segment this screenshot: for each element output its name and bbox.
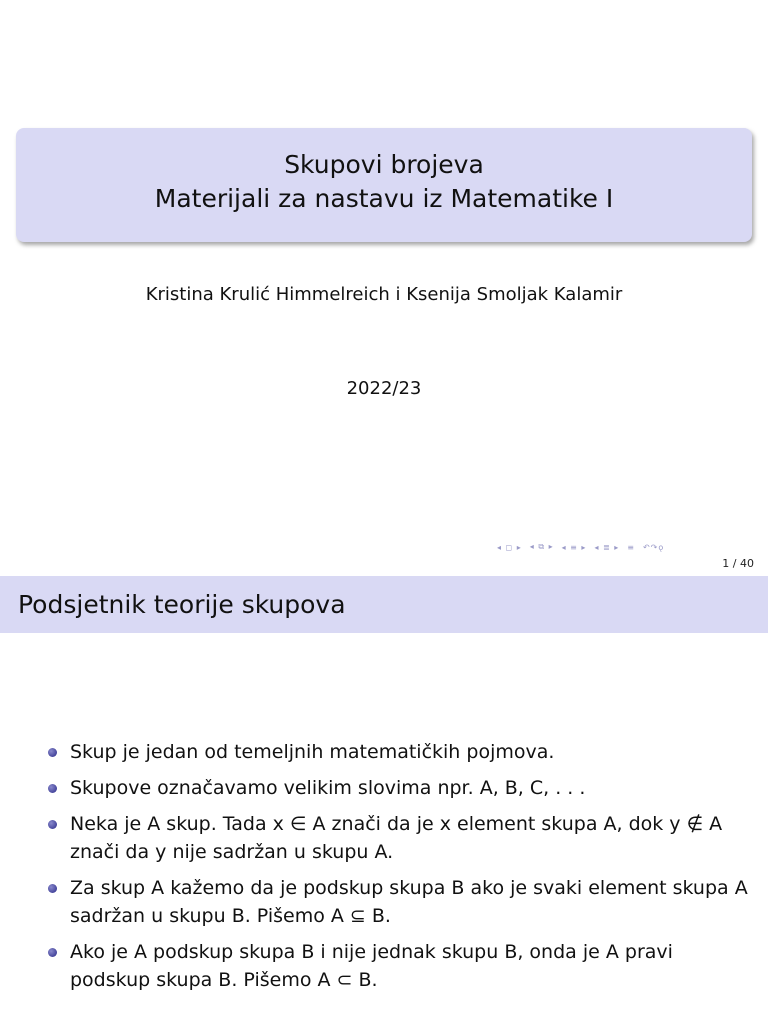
list-item-text: Neka je A skup. Tada x ∈ A znači da je x element skupa A, dok y ∉ A znači da y nije sadržan u skupu A. <box>70 813 723 863</box>
frame-title: Podsjetnik teorije skupova <box>18 590 346 619</box>
search-back-forward-icon[interactable]: ↶↷ǫ <box>642 542 665 552</box>
presentation-subtitle: Materijali za nastavu iz Matematike I <box>154 184 614 213</box>
section-nav-icon[interactable]: ◂ ≡ ▸ <box>561 542 587 552</box>
academic-year: 2022/23 <box>346 378 422 399</box>
list-item-text: Za skup A kažemo da je podskup skupa B ako je svaki element skupa A sadržan u skupu B. Pišemo A ⊆ B. <box>70 877 748 927</box>
bullet-icon <box>48 784 57 793</box>
list-item <box>44 874 754 930</box>
bullet-list <box>44 738 754 1002</box>
bullet-icon <box>48 948 57 957</box>
subsubsection-nav-icon[interactable]: ◂ ≣ ▸ <box>594 542 620 552</box>
list-item <box>44 938 754 994</box>
authors: Kristina Krulić Himmelreich i Ksenija Smoljak Kalamir <box>145 284 623 305</box>
frame-nav-icon[interactable]: ◂ ◻ ▸ <box>497 542 522 552</box>
frame-title-bar <box>0 576 768 633</box>
presentation-title: Skupovi brojeva <box>284 150 484 179</box>
list-item <box>44 774 754 802</box>
list-item-text: Skup je jedan od temeljnih matematičkih pojmova. <box>70 741 555 763</box>
toc-icon[interactable]: ≡ <box>627 542 635 552</box>
bullet-icon <box>48 884 57 893</box>
list-item <box>44 810 754 866</box>
list-item-text: Skupove označavamo velikim slovima npr. A, B, C, . . . <box>70 777 586 799</box>
list-item <box>44 738 754 766</box>
bullet-icon <box>48 820 57 829</box>
title-box <box>16 128 752 242</box>
list-item-text: Ako je A podskup skupa B i nije jednak skupu B, onda je A pravi podskup skupa B. Pišemo A ⊂ B. <box>70 941 673 991</box>
page-number: 1 / 40 <box>722 557 754 570</box>
bullet-icon <box>48 748 57 757</box>
beamer-navigation-bar <box>497 540 765 554</box>
subsection-nav-icon[interactable]: ◂ ⧉ ▸ <box>529 542 554 551</box>
content-slide <box>0 576 768 1024</box>
